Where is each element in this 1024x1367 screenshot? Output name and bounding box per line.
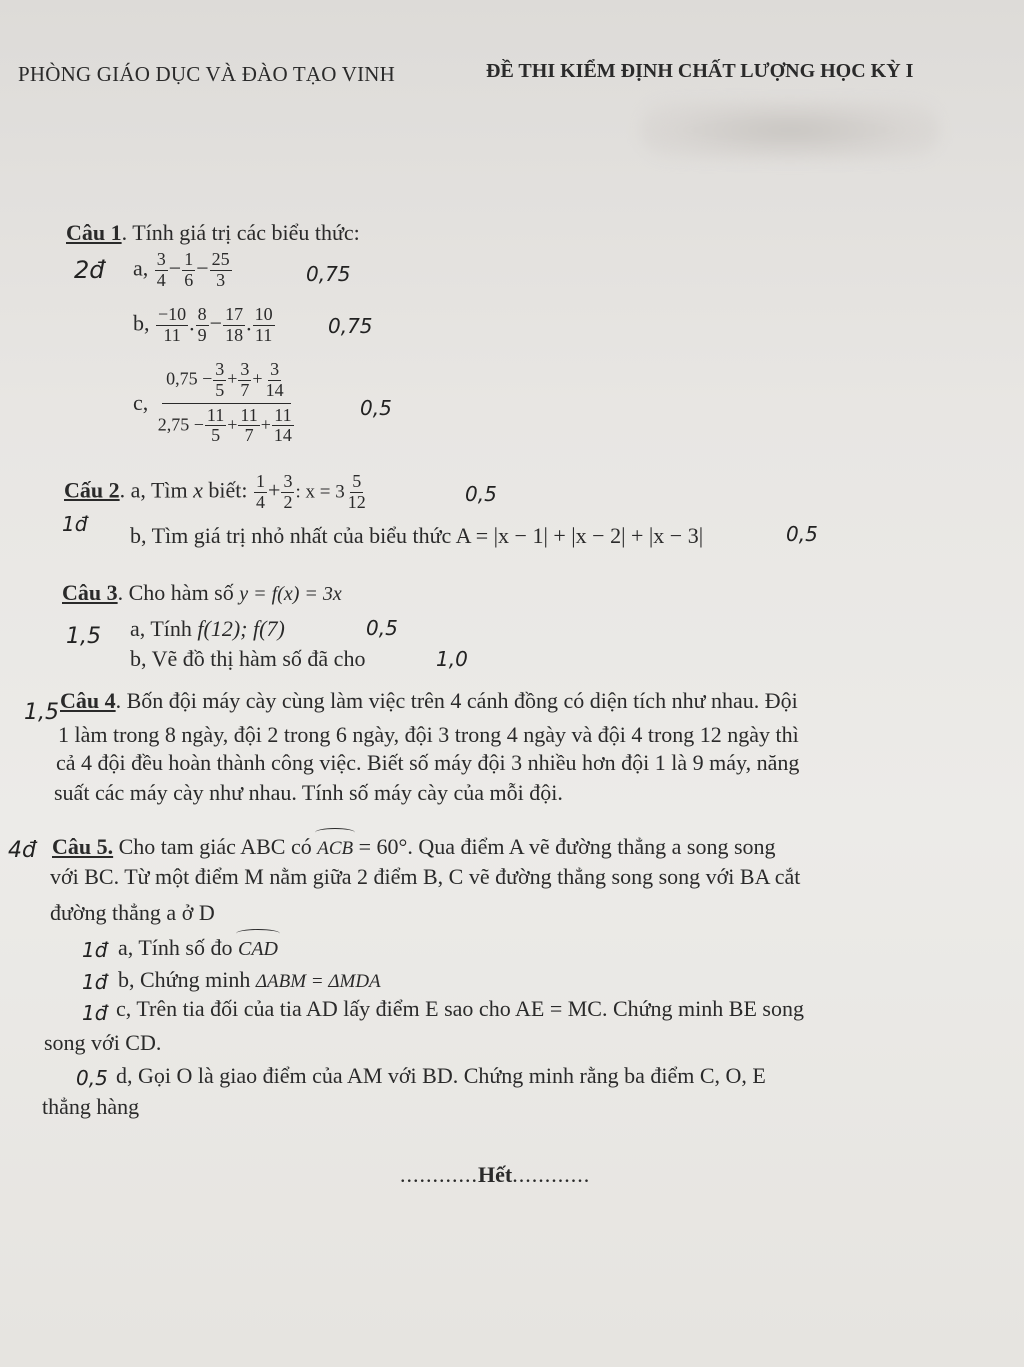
q1b-expression: b, $\frac{-10}{11}$ . $\frac{8}{9}$ − $\frac{17}{18}$ . $\frac{10}{11}$	[133, 304, 273, 345]
question-3-b: b, Vẽ đồ thị hàm số đã cho	[130, 646, 366, 671]
q1b-frac2: $\frac{8}{9}$	[197, 304, 207, 345]
question-5-c-line-2: song với CD.	[44, 1030, 162, 1055]
q3a-score-handwritten: 0,5	[366, 616, 398, 640]
question-4-label: Câu 4	[60, 688, 116, 713]
question-4-line-1: Câu 4. Bốn đội máy cày cùng làm việc trên 4 cánh đồng có diện tích như nhau. Đội	[60, 688, 798, 713]
question-1-title: . Tính giá trị các biểu thức:	[121, 220, 360, 245]
question-4-line-3: cả 4 đội đều hoàn thành công việc. Biết số máy đội 3 nhiều hơn đội 1 là 9 máy, năng	[56, 750, 800, 775]
q4-points-handwritten: 1,5	[24, 700, 59, 725]
q1b-frac3: $\frac{17}{18}$	[225, 304, 244, 345]
q1-points-handwritten: 2đ	[74, 256, 105, 284]
redacted-area	[640, 100, 940, 160]
question-4-line-2: 1 làm trong 8 ngày, đội 2 trong 6 ngày, đội 3 trong 4 ngày và đội 4 trong 12 ngày thì	[58, 722, 799, 747]
question-1-heading	[66, 220, 360, 246]
q1a-frac3: $\frac{25}{3}$	[211, 249, 230, 290]
question-5-c-line-1: c, Trên tia đối của tia AD lấy điểm E sao cho AE = MC. Chứng minh BE song	[116, 996, 804, 1021]
q1c-score-handwritten: 0,5	[360, 396, 392, 420]
q2-points-handwritten: 1đ	[62, 512, 88, 536]
question-5-line-1: Câu 5. Cho tam giác ABC có ACB = 60°. Qua điểm A vẽ đường thẳng a song song	[52, 834, 776, 860]
q2b-score-handwritten: 0,5	[786, 522, 818, 546]
q1b-score-handwritten: 0,75	[328, 314, 373, 338]
q3b-score-handwritten: 1,0	[436, 647, 468, 671]
question-5-line-3: đường thẳng a ở D	[50, 900, 215, 925]
q5c-score-handwritten: 1đ	[82, 1001, 108, 1025]
q1a-frac1: $\frac{3}{4}$	[156, 249, 166, 290]
question-3-label: Câu 3	[62, 580, 118, 605]
q1b-frac1: $\frac{-10}{11}$	[158, 304, 187, 345]
question-2-b: b, Tìm giá trị nhỏ nhất của biểu thức A = |x − 1| + |x − 2| + |x − 3|	[130, 523, 704, 548]
q1a-frac2: $\frac{1}{6}$	[184, 249, 194, 290]
q1c-compound-fraction: 0,75 − $\frac{3}{5}$ + $\frac{3}{7}$ + $\frac{3}{14}$ 2,75 − $\frac{11}{5}$ + $\frac{11}{7}$ + $\frac{11}{14}$	[157, 359, 292, 446]
question-5-label: Câu 5.	[52, 834, 114, 859]
q5d-score-handwritten: 0,5	[76, 1066, 108, 1090]
q1c-label: c,	[133, 390, 149, 416]
question-2-a: Cấu 2. a, Tìm x biết: $\frac{1}{4}$ + $\frac{3}{2}$ : x = 3 $\frac{5}{12}$	[64, 471, 366, 512]
question-3-heading: Câu 3. Cho hàm số y = f(x) = 3x	[62, 580, 342, 605]
question-2-label: Cấu 2	[64, 477, 120, 503]
exam-title-header: ĐỀ THI KIỂM ĐỊNH CHẤT LƯỢNG HỌC KỲ I	[486, 60, 914, 82]
end-marker: ............Hết............	[400, 1162, 591, 1187]
question-5-line-2: với BC. Từ một điểm M nằm giữa 2 điểm B, C vẽ đường thẳng song song với BA cắt	[50, 864, 801, 889]
question-1-label: Câu 1	[66, 220, 122, 245]
question-3-a: a, Tính f(12); f(7)	[130, 616, 285, 641]
question-4-line-4: suất các máy cày như nhau. Tính số máy cày của mỗi đội.	[54, 780, 563, 805]
angle-cad: CAD	[238, 935, 278, 961]
question-5-a: a, Tính số đo CAD	[118, 935, 278, 961]
q3-points-handwritten: 1,5	[66, 624, 101, 649]
q1a-score-handwritten: 0,75	[306, 262, 351, 286]
q1c-expression	[133, 360, 299, 446]
q5b-score-handwritten: 1đ	[82, 970, 108, 994]
question-5-b: b, Chứng minh ΔABM = ΔMDA	[118, 967, 381, 992]
department-header: PHÒNG GIÁO DỤC VÀ ĐÀO TẠO VINH	[18, 62, 396, 86]
q1b-frac4: $\frac{10}{11}$	[254, 304, 273, 345]
question-5-d-line-1: d, Gọi O là giao điểm của AM với BD. Chứng minh rằng ba điểm C, O, E	[116, 1063, 766, 1088]
q5-points-handwritten: 4đ	[8, 838, 36, 863]
q1b-label: b,	[133, 310, 150, 336]
q1a-label: a,	[133, 255, 149, 281]
q5a-score-handwritten: 1đ	[82, 938, 108, 962]
q2a-score-handwritten: 0,5	[465, 482, 497, 506]
q1a-expression: a, $\frac{3}{4}$ − $\frac{1}{6}$ − $\frac{25}{3}$	[133, 249, 230, 290]
question-5-d-line-2: thẳng hàng	[42, 1094, 140, 1119]
angle-acb: ACB	[317, 834, 353, 860]
